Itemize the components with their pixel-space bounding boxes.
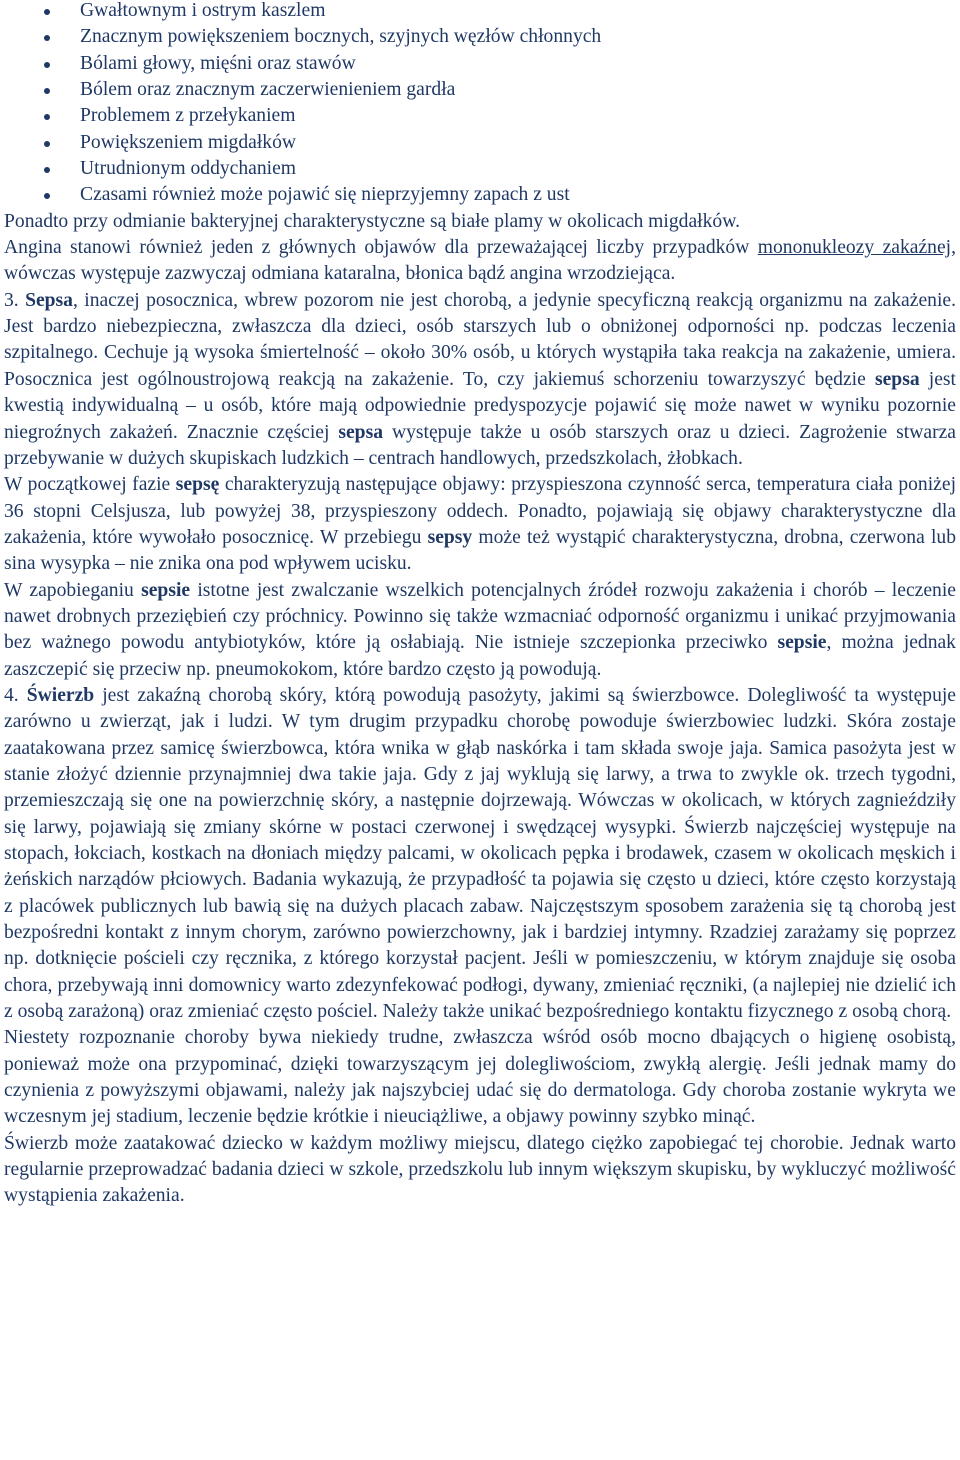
list-item-text: Gwałtownym i ostrym kaszlem [80,0,326,21]
keyword-sepsa: sepsa [338,421,384,443]
list-item-text: Powiększeniem migdałków [80,131,297,153]
list-item-text: Czasami również może pojawić się nieprzyjemny zapach z ust [80,184,570,206]
bullet-icon [44,62,50,68]
paragraph-text: charakteryzują następujące objawy: przyspieszona czynność serca, temperatura ciała poniżej 36 stopni Celsjusza, lub powyżej 38, przyspieszony oddech. Ponadto, pojawiają się objawy charakterystyczne dla zakażenia, które wywołało posocznicę. W przebiegu [4,474,957,548]
paragraph-text: istotne jest zwalczanie wszelkich potencjalnych źródeł rozwoju zakażenia i chorób – leczenie nawet drobnych przeziębień czy próchnicy. Powinno się także wzmacniać odporność organizmu i unikać przyjmowania bez ważnego powodu antybiotyków, które ją osłabiają. Nie istnieje szczepionka przeciwko [4,579,956,654]
list-item [4,24,956,50]
list-item-text: Bólami głowy, mięśni oraz stawów [80,52,356,74]
keyword-sepsa: sepsę [175,474,220,496]
keyword-swierzb: Świerzb [26,684,95,706]
list-item [4,77,956,103]
paragraph-sepsis [4,288,956,472]
paragraph-scabies-children: Świerzb może zaatakować dziecko w każdym możliwy miejscu, dlatego ciężko zapobiegać tej chorobie. Jednak warto regularnie przeprowadzać badania dzieci w szkole, przedszkolu lub innym większym skupisku, by wykluczyć możliwość wystąpienia zakażenia. [4,1132,956,1207]
paragraph-text: występuje także u osób starszych oraz u dzieci. Zagrożenie stwarza przebywanie w dużych skupiskach ludzkich – centrach handlowych, przedszkolach, żłobkach. [4,421,957,469]
list-item-text: Problemem z przełykaniem [80,105,296,127]
paragraph-text: , wówczas występuje zazwyczaj odmiana kataralna, błonica bądź angina wrzodziejąca. [4,237,957,285]
bullet-icon [44,35,50,41]
bullet-icon [44,167,50,173]
bullet-icon [44,114,50,120]
paragraph-text: jest zakaźną chorobą skóry, którą powodują pasożyty, jakimi są świerzbowce. Dolegliwość ta występuje zarówno u zwierząt, jak i ludzi. W tym drugim przypadku chorobę powoduje świerzbowiec ludzki. Skóra zostaje zaatakowana przez samicę świerzbowca, która wnika w głąb naskórka i tam składa swoje jaja. Samica pasożyta jest w stanie złożyć dziennie przynajmniej dwa takie jaja. Gdy z jaj wyklują się larwy, a trwa to zwykle ok. trzech tygodni, przemieszczają się one na powierzchnię skóry, a następnie dojrzewają. Wówczas w okolicach, w których zagnieździły się larwy, pojawiają się zmiany skórne w postaci czerwonej i swędzącej wysypki. Świerzb najczęściej występuje na stopach, łokciach, kostkach na dłoniach między palcami, w okolicach pępka i brodawek, czasem w okolicach męskich i żeńskich narządów płciowych. Badania wykazują, że przypadłość ta pojawia się często u dzieci, które często korzystają z placówek publicznych lub bawią się na dużych placach zabaw. Najczęstszym sposobem zarażenia się tą chorobą jest bezpośredni kontakt z innym chorym, zarówno powierzchowny, jak i bardziej intymny. Rzadziej zarażamy się poprzez np. dotknięcie pościeli czy ręcznika, z którego korzystał pacjent. Jeśli w pomieszczeniu, w którym znajduje się osoba chora, przebywają inni domownicy warto zdezynfekować podłogi, dywany, zmieniać ręczniki, (a najlepiej nie dzielić ich z osobą zarażoną) oraz zmieniać często pościel. Należy także unikać bezpośredniego kontaktu fizycznego z osobą chorą. [4,684,957,1023]
section-number: 3. [4,289,26,311]
bullet-icon [44,88,50,94]
paragraph-text: , można jednak zaszczepić się przeciw np. pneumokokom, które bardzo często ją powodują. [4,632,956,680]
paragraph-sepsis-prevention [4,578,956,683]
paragraph-angina [4,235,956,288]
paragraph-text: Angina stanowi również jeden z głównych objawów dla przeważającej liczby przypadków [4,237,758,259]
symptom-list [4,0,956,209]
list-item-text: Bólem oraz znacznym zaczerwienieniem gardła [80,79,456,101]
paragraph-scabies [4,683,956,1025]
list-item [4,0,956,24]
list-item [4,51,956,77]
keyword-sepsa: sepsie [777,632,827,654]
paragraph-sepsis-symptoms [4,472,956,577]
paragraph-text: W zapobieganiu [4,579,142,601]
paragraph-scabies-diagnosis: Niestety rozpoznanie choroby bywa niekiedy trudne, zwłaszcza wśród osób mocno dbających o higienę osobistą, ponieważ może ona przypominać, dzięki towarzyszącym jej dolegliwościom, zwykłą alergię. Jeśli jednak mamy do czynienia z powyższymi objawami, należy jak najszybciej udać się do dermatologa. Gdy choroba zostanie wykryta we wczesnym jej stadium, leczenie będzie krótkie i nieuciążliwe, a objawy powinny szybko minąć. [4,1027,956,1128]
section-number: 4. [4,684,27,706]
bullet-icon [44,9,50,15]
list-item-text: Utrudnionym oddychaniem [80,158,297,180]
keyword-sepsa: sepsy [427,526,473,548]
bullet-icon [44,193,50,199]
keyword-sepsa: sepsa [874,368,920,390]
bullet-icon [44,141,50,147]
paragraph-text: może też wystąpić charakterystyczna, drobna, czerwona lub sina wysypka – nie znika ona pod wpływem ucisku. [4,526,956,575]
paragraph-text: W początkowej fazie [4,474,176,496]
mononucleosis-link[interactable]: mononukleozy zakaźnej [757,237,952,259]
paragraph-bacterial-note: Ponadto przy odmianie bakteryjnej charakterystyczne są białe plamy w okolicach migdałków. [4,210,740,232]
paragraph-text: , inaczej posocznica, wbrew pozorom nie jest chorobą, a jedynie specyficzną reakcją organizmu na zakażenie. Jest bardzo niebezpieczna, zwłaszcza dla dzieci, osób starszych lub o obniżonej odporności np. podczas leczenia szpitalnego. Cechuje ją wysoka śmiertelność – około 30% osób, u których wystąpiła taka reakcja na zakażenie, umiera. Posocznica jest ogólnoustrojową reakcją na zakażenie. To, czy jakiemuś schorzeniu towarzyszyć będzie [4,289,956,390]
keyword-sepsa: Sepsa [25,289,73,311]
list-item-text: Znacznym powiększeniem bocznych, szyjnych węzłów chłonnych [80,26,602,48]
list-item [4,130,956,156]
list-item [4,156,956,182]
list-item [4,103,956,129]
list-item [4,182,956,208]
paragraph-text: jest kwestią indywidualną – u osób, które mają odpowiednie predyspozycje pojawić się może nawet w wyniku pozornie niegroźnych zakażeń. Znacznie częściej [4,368,956,443]
keyword-sepsa: sepsie [141,579,191,601]
